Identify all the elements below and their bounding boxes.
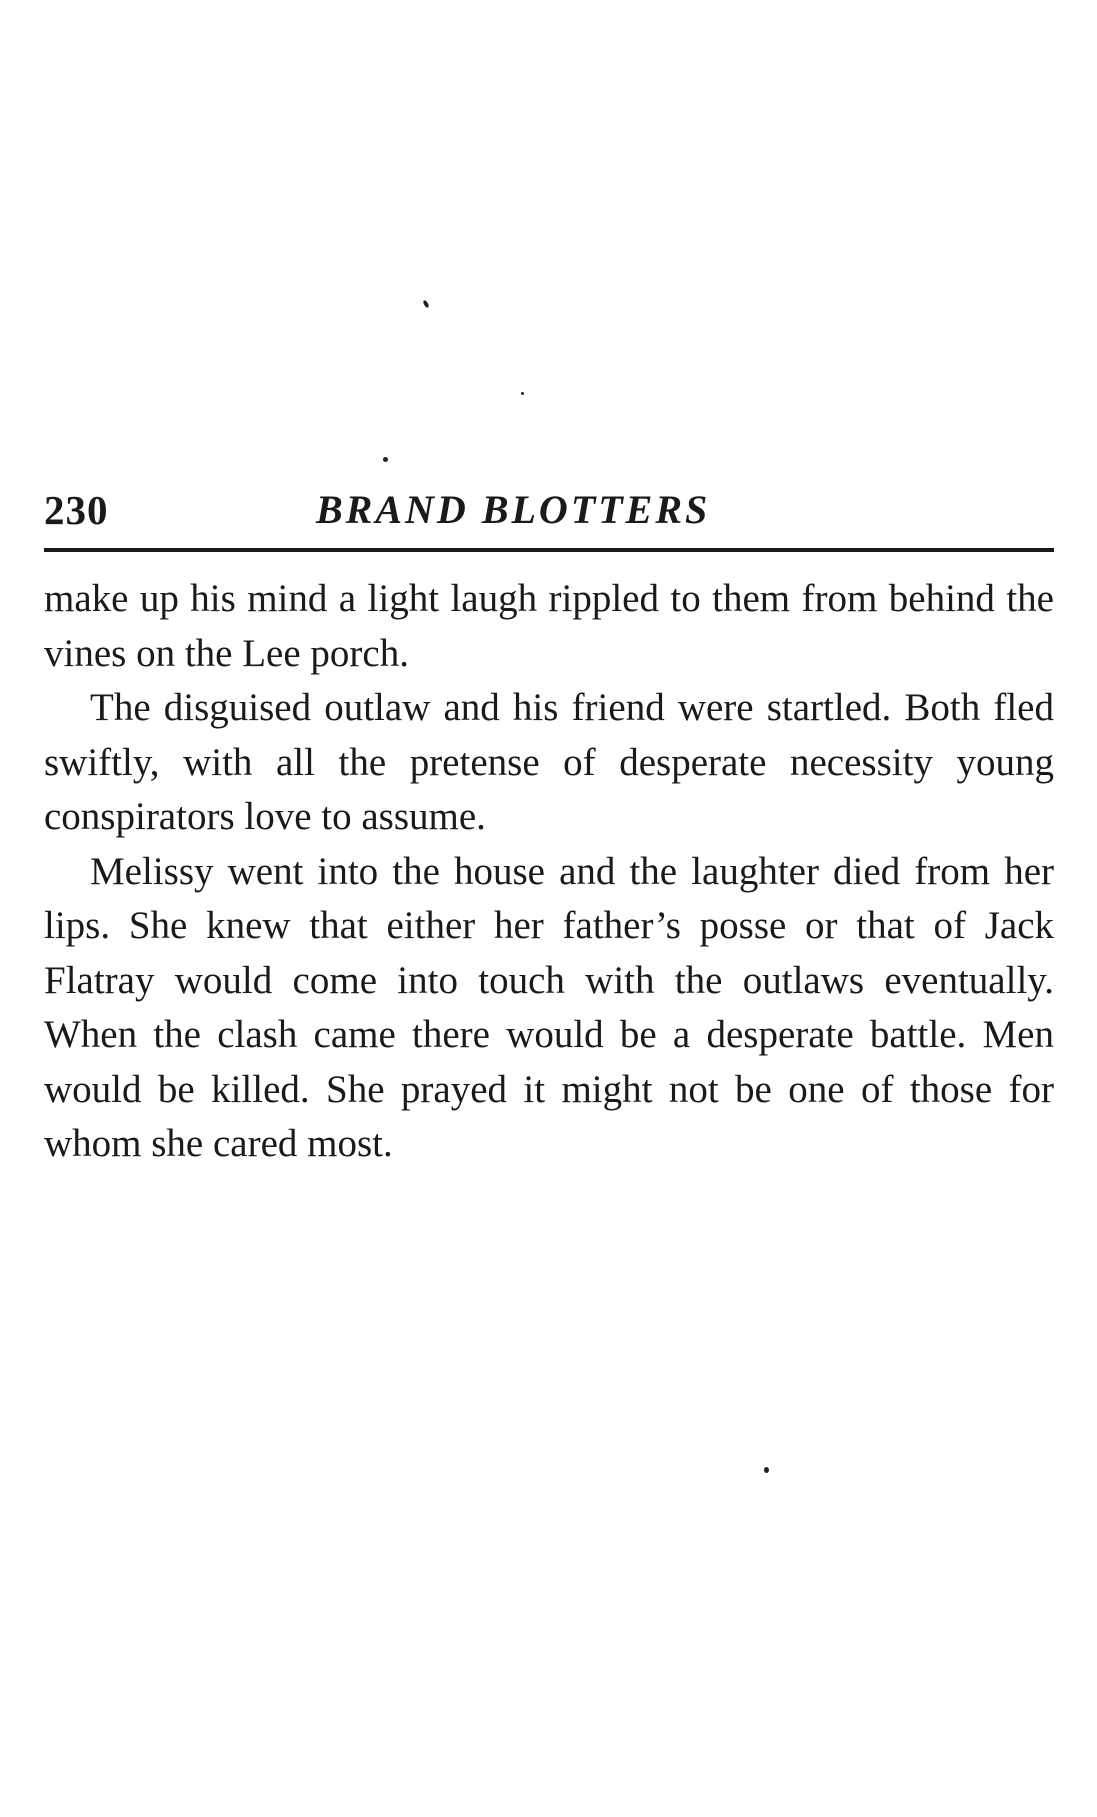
print-speck [521,392,524,395]
print-speck [422,300,429,309]
paragraph: Melissy went into the house and the laughter died from her lips. She knew that either her father’s posse or that of Jack Flatray would come into touch with the outlaws eventually. When the clash came there would be a desperate battle. Men would be killed. She prayed it might not be one of those for whom she cared most. [44,849,1054,1165]
body-text [44,572,1054,1172]
print-speck [383,457,388,462]
running-title: BRAND BLOTTERS [316,487,711,532]
paragraph: make up his mind a light laugh rippled to them from behind the vines on the Lee porch. [44,577,1054,675]
print-speck [764,1467,769,1473]
page-header [44,486,1054,546]
header-rule [44,548,1054,552]
page-number: 230 [44,487,109,533]
paragraph: The disguised outlaw and his friend were startled. Both fled swiftly, with all the pretense of desperate necessity young conspirators love to assume. [44,686,1054,838]
